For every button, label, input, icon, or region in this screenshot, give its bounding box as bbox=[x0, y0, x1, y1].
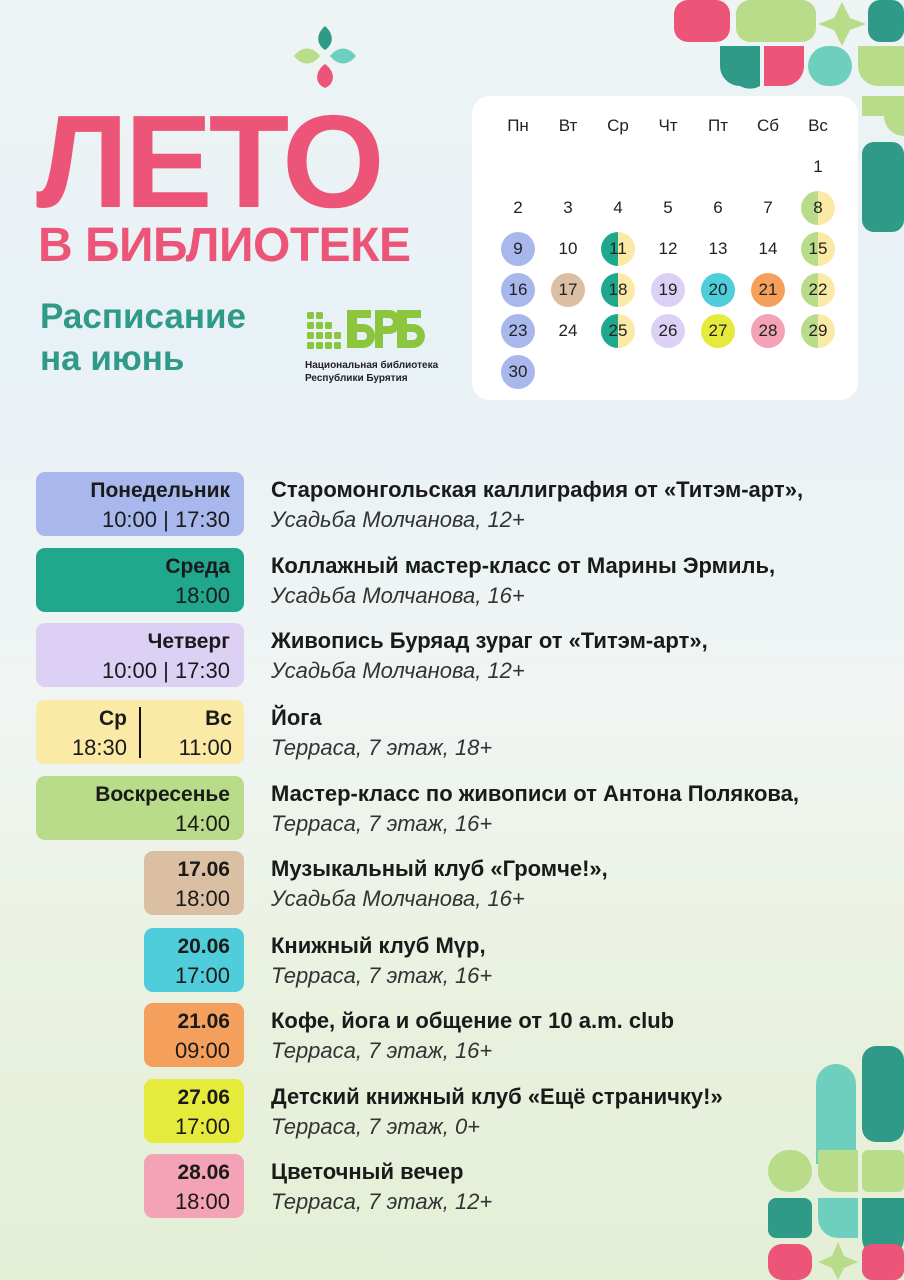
weekday-label: Вс bbox=[808, 116, 828, 135]
event-time-badge bbox=[144, 1003, 244, 1067]
calendar-day bbox=[793, 310, 843, 351]
bottom-right-decoration bbox=[766, 1044, 904, 1280]
library-logo-line1: Национальная библиотека bbox=[305, 360, 439, 371]
event-place: Терраса, 7 этаж, 16+ bbox=[271, 1038, 493, 1063]
badge-half-left bbox=[36, 705, 139, 764]
calendar-day-number: 10 bbox=[558, 238, 578, 258]
flower-icon bbox=[290, 24, 360, 90]
event-info bbox=[271, 931, 492, 991]
event-title: Книжный клуб Мүр, bbox=[271, 933, 486, 958]
schedule-heading-line2: на июнь bbox=[40, 339, 185, 378]
calendar-day-number: 14 bbox=[758, 238, 778, 258]
badge-time: 17:00 bbox=[174, 1114, 230, 1139]
event-title: Цветочный вечер bbox=[271, 1159, 464, 1184]
calendar-day-number: 7 bbox=[763, 197, 773, 217]
calendar-day-number: 5 bbox=[663, 197, 673, 217]
calendar-day bbox=[543, 310, 593, 351]
calendar-day bbox=[493, 269, 543, 310]
badge-day: Четверг bbox=[147, 630, 230, 653]
calendar-day bbox=[743, 228, 793, 269]
calendar-day-number: 9 bbox=[501, 232, 535, 266]
calendar-weekdays bbox=[493, 116, 843, 136]
weekday-label: Чт bbox=[658, 116, 678, 135]
event-info bbox=[271, 1082, 723, 1142]
badge-day: 27.06 bbox=[177, 1086, 230, 1109]
event-time-badge bbox=[36, 776, 244, 840]
calendar-day-number: 16 bbox=[501, 273, 535, 307]
event-time-badge bbox=[36, 623, 244, 687]
calendar-day bbox=[593, 228, 643, 269]
event-place: Терраса, 7 этаж, 16+ bbox=[271, 963, 493, 988]
badge-half-right bbox=[141, 705, 244, 764]
calendar-day-number: 13 bbox=[708, 238, 728, 258]
event-info bbox=[271, 779, 799, 839]
badge-time: 18:00 bbox=[174, 1189, 230, 1214]
calendar-day bbox=[593, 310, 643, 351]
calendar-day-number: 23 bbox=[501, 314, 535, 348]
weekday-label: Пн bbox=[507, 116, 529, 135]
event-row bbox=[0, 928, 904, 994]
event-title: Коллажный мастер-класс от Марины Эрмиль, bbox=[271, 553, 776, 578]
calendar-day bbox=[693, 310, 743, 351]
badge-time: 17:00 bbox=[174, 963, 230, 988]
weekday-label: Ср bbox=[607, 116, 629, 135]
event-info bbox=[271, 1157, 492, 1217]
calendar-day-number: 21 bbox=[751, 273, 785, 307]
calendar-day bbox=[793, 146, 843, 187]
event-info bbox=[271, 1006, 674, 1066]
calendar-day-number: 27 bbox=[701, 314, 735, 348]
event-info bbox=[271, 475, 803, 535]
event-title: Живопись Буряад зураг от «Титэм-арт», bbox=[271, 628, 708, 653]
calendar-day bbox=[543, 187, 593, 228]
library-logo-icon bbox=[305, 306, 425, 350]
event-time-badge bbox=[144, 928, 244, 992]
calendar-day bbox=[493, 310, 543, 351]
badge-time: 11:00 bbox=[178, 735, 232, 760]
badge-day: Вс bbox=[205, 707, 232, 730]
calendar-day-number: 2 bbox=[513, 197, 523, 217]
calendar-day-number: 8 bbox=[801, 191, 835, 225]
calendar-day bbox=[593, 187, 643, 228]
calendar-day-number: 17 bbox=[551, 273, 585, 307]
calendar-day bbox=[543, 269, 593, 310]
event-info bbox=[271, 626, 708, 686]
event-title: Йога bbox=[271, 705, 322, 730]
event-row bbox=[0, 851, 904, 917]
event-place: Усадьба Молчанова, 12+ bbox=[271, 658, 525, 683]
calendar-day-number: 12 bbox=[658, 238, 678, 258]
badge-day: Среда bbox=[165, 555, 230, 578]
event-row bbox=[0, 623, 904, 689]
calendar-day-number: 26 bbox=[651, 314, 685, 348]
calendar-day-number: 29 bbox=[801, 314, 835, 348]
event-info bbox=[271, 703, 492, 763]
calendar-day bbox=[643, 269, 693, 310]
calendar-day-number: 19 bbox=[651, 273, 685, 307]
calendar-day-number: 3 bbox=[563, 197, 573, 217]
event-row bbox=[0, 776, 904, 842]
event-row bbox=[0, 548, 904, 614]
weekday-label: Сб bbox=[756, 116, 779, 135]
calendar-day bbox=[643, 187, 693, 228]
event-time-badge bbox=[144, 1154, 244, 1218]
calendar-day bbox=[493, 351, 543, 392]
calendar-day-number: 6 bbox=[713, 197, 723, 217]
calendar-day bbox=[543, 228, 593, 269]
calendar-day-number: 18 bbox=[601, 273, 635, 307]
badge-time: 10:00 | 17:30 bbox=[101, 658, 230, 683]
calendar-day bbox=[793, 269, 843, 310]
badge-day: 17.06 bbox=[177, 858, 230, 881]
event-place: Терраса, 7 этаж, 0+ bbox=[271, 1114, 481, 1139]
calendar-day-number: 20 bbox=[701, 273, 735, 307]
badge-day: 20.06 bbox=[177, 935, 230, 958]
calendar-day bbox=[593, 269, 643, 310]
event-time-badge bbox=[36, 548, 244, 612]
calendar-day bbox=[743, 269, 793, 310]
event-place: Усадьба Молчанова, 16+ bbox=[271, 886, 525, 911]
calendar-day bbox=[793, 228, 843, 269]
calendar-day bbox=[693, 228, 743, 269]
calendar-day bbox=[493, 187, 543, 228]
calendar-day bbox=[693, 187, 743, 228]
badge-time: 18:00 bbox=[174, 886, 230, 911]
library-logo-text bbox=[305, 359, 438, 385]
event-row bbox=[0, 472, 904, 538]
weekday-label: Вт bbox=[558, 116, 578, 135]
event-title: Кофе, йога и общение от 10 a.m. club bbox=[271, 1008, 675, 1033]
badge-time: 18:30 bbox=[71, 735, 127, 760]
library-logo bbox=[305, 306, 438, 385]
calendar-day-number: 22 bbox=[801, 273, 835, 307]
badge-day: Ср bbox=[99, 707, 127, 730]
calendar-day-number: 11 bbox=[601, 232, 635, 266]
june-calendar bbox=[472, 96, 858, 400]
event-title: Детский книжный клуб «Ещё страничку!» bbox=[271, 1084, 723, 1109]
badge-time: 14:00 bbox=[174, 811, 230, 836]
event-place: Усадьба Молчанова, 16+ bbox=[271, 583, 525, 608]
schedule-heading-line1: Расписание bbox=[40, 297, 246, 336]
calendar-day-number: 1 bbox=[813, 156, 823, 176]
calendar-day bbox=[693, 269, 743, 310]
library-logo-line2: Республики Бурятия bbox=[305, 373, 408, 384]
event-time-badge bbox=[144, 851, 244, 915]
page-subtitle: В БИБЛИОТЕКЕ bbox=[38, 219, 411, 272]
badge-time: 09:00 bbox=[174, 1038, 230, 1063]
calendar-day bbox=[643, 310, 693, 351]
event-info bbox=[271, 854, 608, 914]
event-place: Терраса, 7 этаж, 16+ bbox=[271, 811, 493, 836]
page-title: ЛЕТО bbox=[36, 88, 381, 235]
event-title: Мастер-класс по живописи от Антона Полякова, bbox=[271, 781, 799, 806]
calendar-day bbox=[493, 228, 543, 269]
calendar-grid bbox=[493, 146, 843, 392]
event-place: Усадьба Молчанова, 12+ bbox=[271, 507, 525, 532]
calendar-day bbox=[643, 228, 693, 269]
calendar-day-number: 4 bbox=[613, 197, 623, 217]
event-title: Музыкальный клуб «Громче!», bbox=[271, 856, 608, 881]
calendar-day-number: 30 bbox=[501, 355, 535, 389]
event-time-badge bbox=[144, 1079, 244, 1143]
badge-day: Воскресенье bbox=[95, 783, 230, 806]
calendar-day-number: 24 bbox=[558, 320, 578, 340]
schedule-heading bbox=[40, 296, 246, 380]
calendar-day bbox=[743, 310, 793, 351]
event-time-badge bbox=[36, 472, 244, 536]
badge-time: 18:00 bbox=[174, 583, 230, 608]
calendar-day bbox=[793, 187, 843, 228]
calendar-day-number: 15 bbox=[801, 232, 835, 266]
badge-day: Понедельник bbox=[90, 479, 230, 502]
weekday-label: Пт bbox=[707, 116, 728, 135]
event-title: Старомонгольская каллиграфия от «Титэм-арт», bbox=[271, 477, 804, 502]
calendar-day-number: 28 bbox=[751, 314, 785, 348]
badge-day: 28.06 bbox=[177, 1161, 230, 1184]
calendar-day bbox=[743, 187, 793, 228]
calendar-day-number: 25 bbox=[601, 314, 635, 348]
badge-day: 21.06 bbox=[177, 1010, 230, 1033]
event-place: Терраса, 7 этаж, 18+ bbox=[271, 735, 493, 760]
event-info bbox=[271, 551, 775, 611]
event-place: Терраса, 7 этаж, 12+ bbox=[271, 1189, 493, 1214]
event-time-badge bbox=[36, 700, 244, 764]
event-row bbox=[0, 700, 904, 766]
badge-time: 10:00 | 17:30 bbox=[101, 507, 230, 532]
